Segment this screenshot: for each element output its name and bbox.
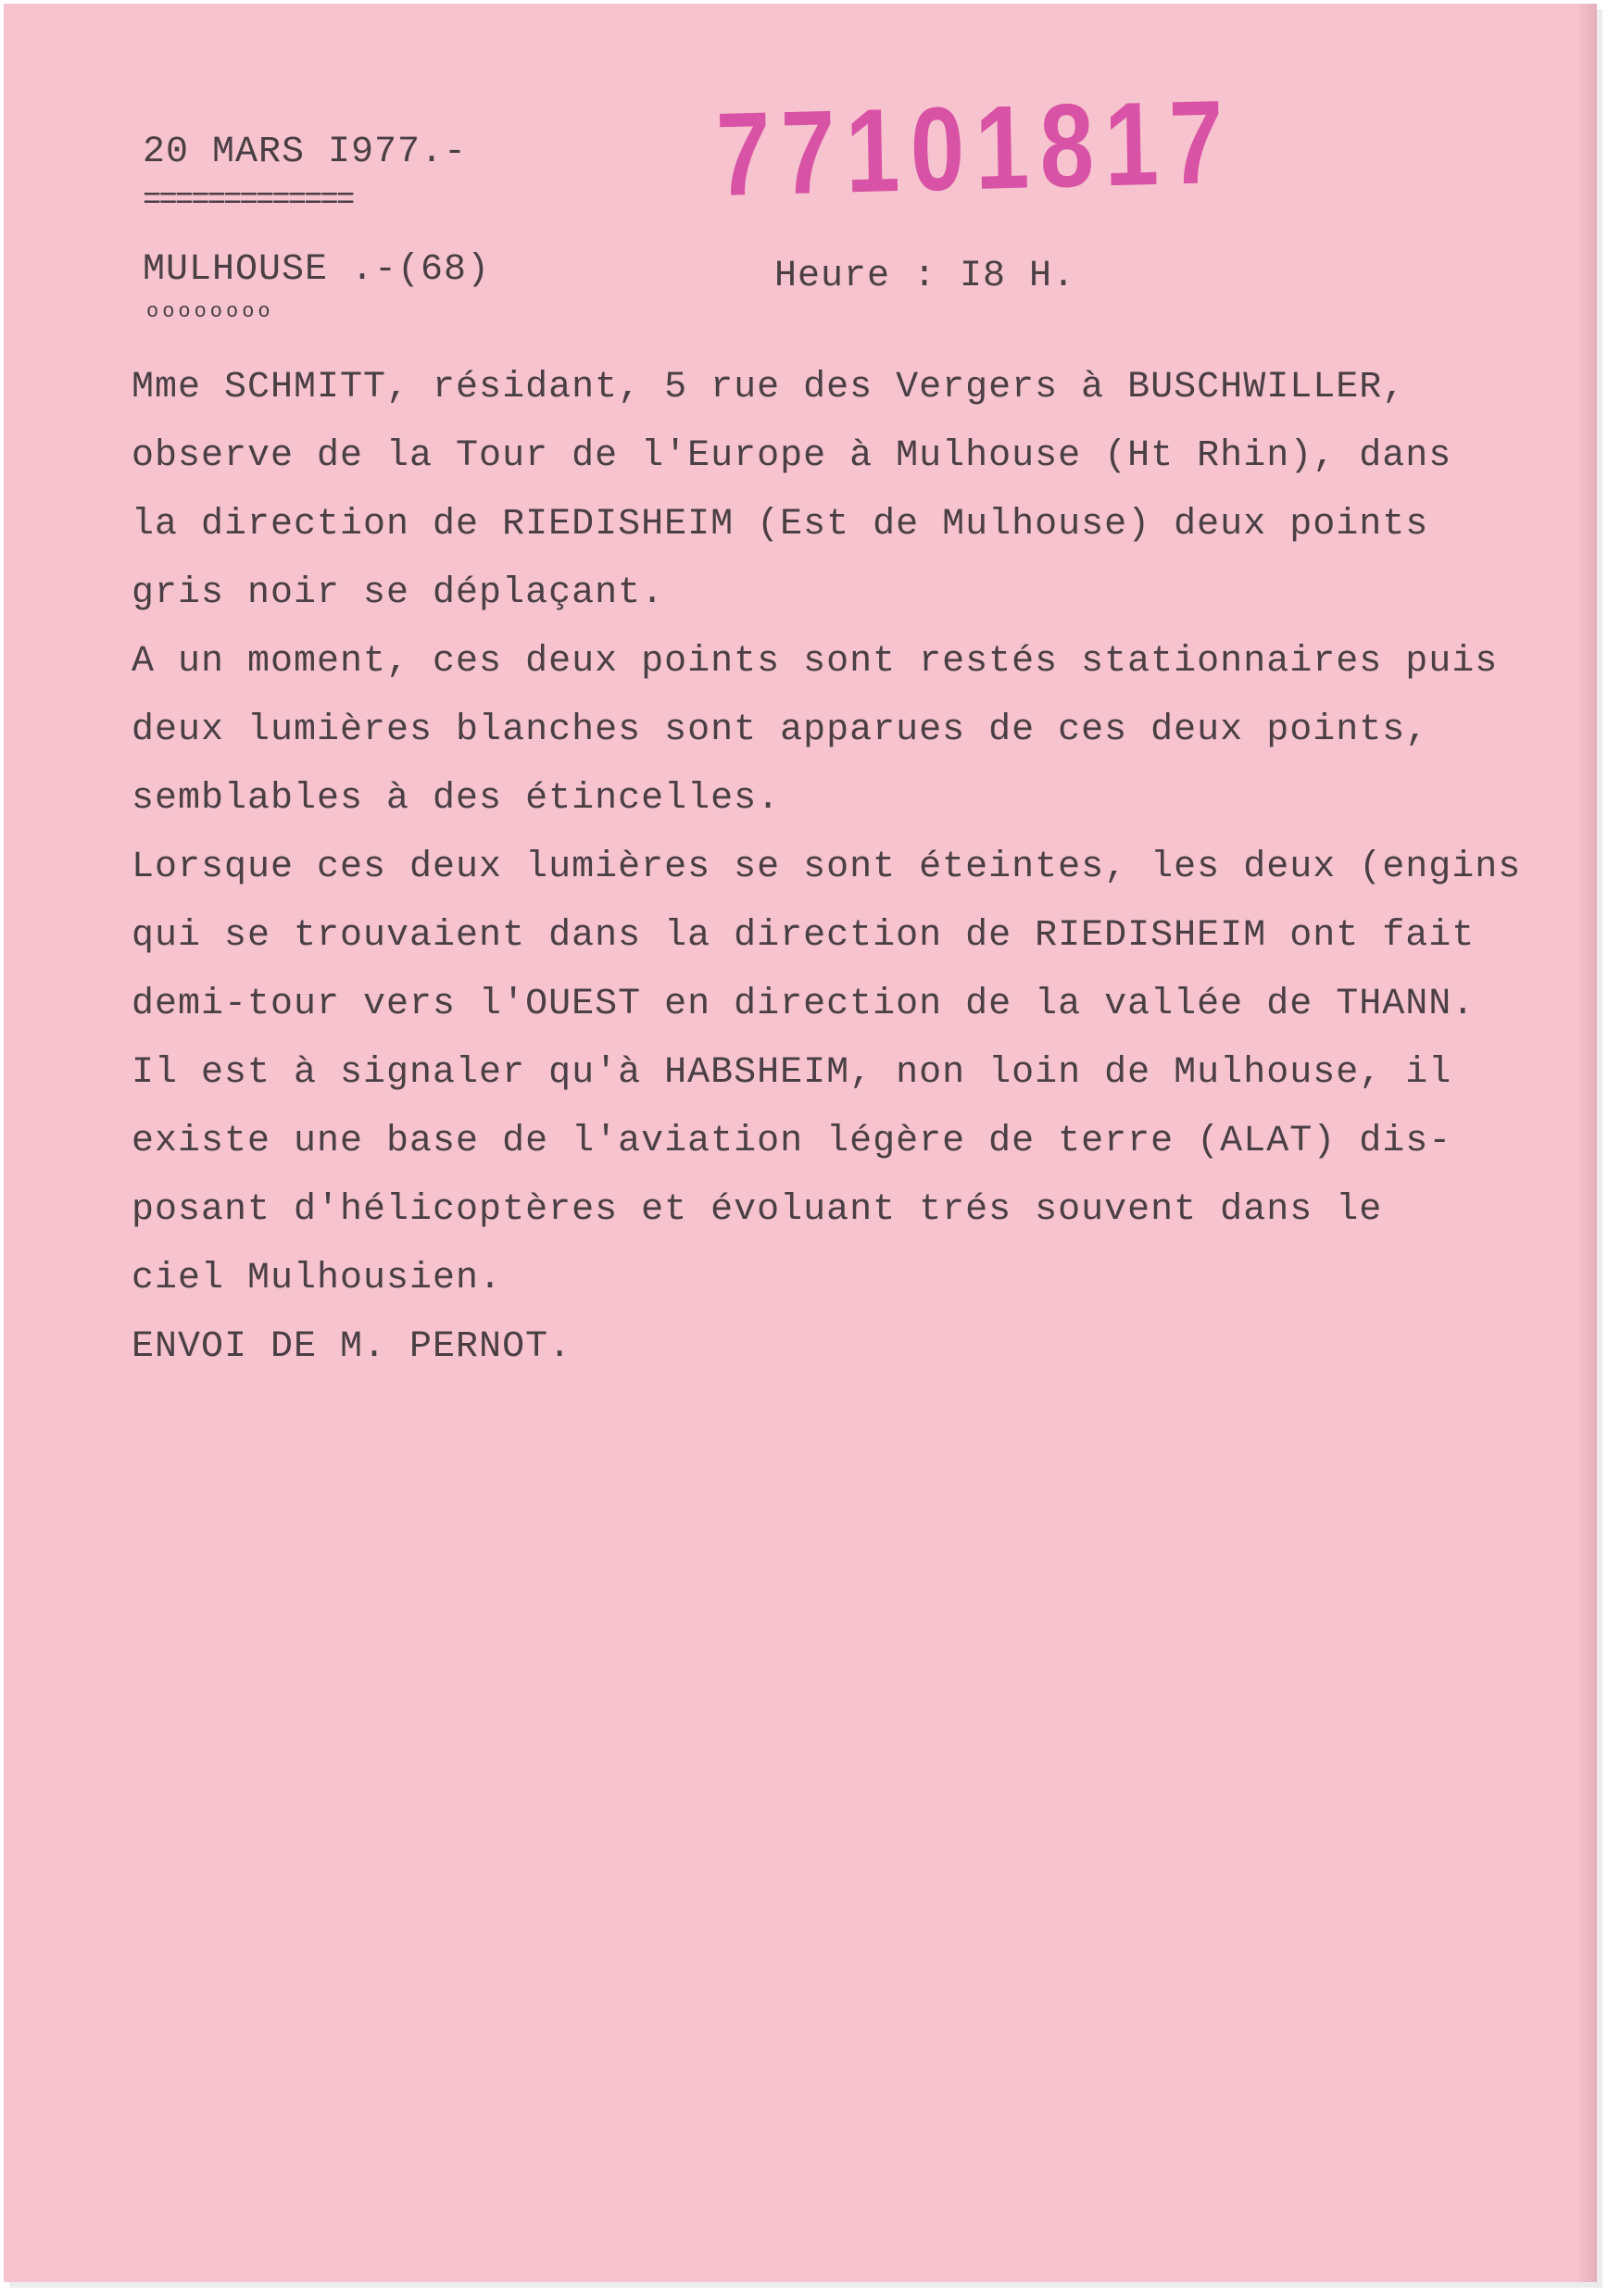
reference-number-stamp: 77101817 bbox=[715, 75, 1236, 221]
body-line: semblables à des étincelles. bbox=[132, 778, 781, 820]
body-line: posant d'hélicoptères et évoluant trés souvent dans le bbox=[132, 1189, 1383, 1231]
body-line: gris noir se déplaçant. bbox=[132, 572, 665, 614]
signature-line: ENVOI DE M. PERNOT. bbox=[132, 1326, 572, 1368]
body-line: qui se trouvaient dans la direction de RIEDISHEIM ont fait bbox=[132, 915, 1476, 957]
document-sheet bbox=[4, 4, 1597, 2282]
body-line: existe une base de l'aviation légère de terre (ALAT) dis- bbox=[132, 1121, 1452, 1162]
report-location: MULHOUSE .-(68) bbox=[143, 249, 491, 291]
report-date: 20 MARS I977.- bbox=[143, 132, 468, 173]
body-line: Il est à signaler qu'à HABSHEIM, non loin de Mulhouse, il bbox=[132, 1052, 1452, 1094]
body-line: A un moment, ces deux points sont restés stationnaires puis bbox=[132, 641, 1499, 683]
body-line: deux lumières blanches sont apparues de ces deux points, bbox=[132, 709, 1429, 751]
body-line: ciel Mulhousien. bbox=[132, 1258, 503, 1299]
date-underline: ============= bbox=[143, 183, 353, 219]
body-line: Mme SCHMITT, résidant, 5 rue des Vergers à BUSCHWILLER, bbox=[132, 367, 1406, 408]
body-line: observe de la Tour de l'Europe à Mulhouse (Ht Rhin), dans bbox=[132, 435, 1452, 477]
body-line: demi-tour vers l'OUEST en direction de la vallée de THANN. bbox=[132, 984, 1476, 1025]
body-line: Lorsque ces deux lumières se sont éteintes, les deux (engins bbox=[132, 847, 1522, 888]
body-line: la direction de RIEDISHEIM (Est de Mulhouse) deux points bbox=[132, 504, 1429, 546]
location-underline: oooooooo bbox=[146, 300, 274, 323]
report-hour: Heure : I8 H. bbox=[774, 256, 1076, 297]
report-body bbox=[132, 367, 1604, 1395]
